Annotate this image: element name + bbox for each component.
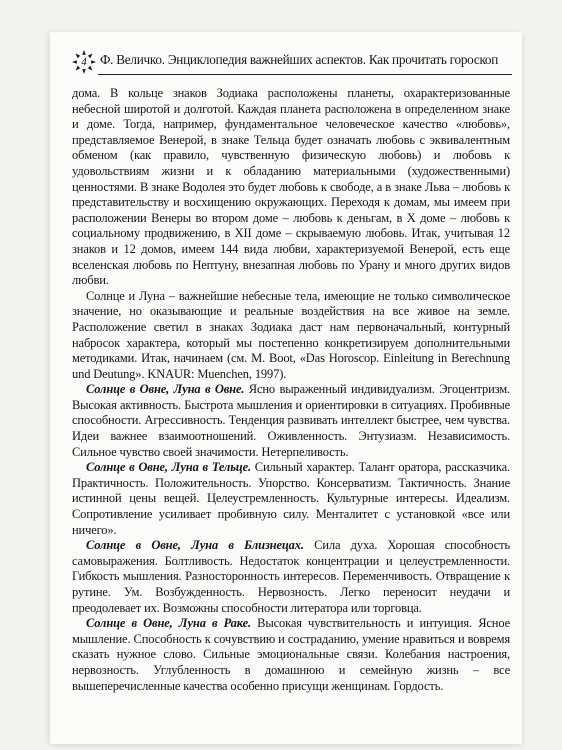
- body-text: [72, 86, 510, 694]
- paragraph: [72, 86, 510, 289]
- paragraph: [72, 460, 510, 538]
- paragraph: [72, 289, 510, 383]
- paragraph-text: Сильный характер. Талант оратора, рассказчика. Практичность. Положительность. Упорство. Консерватизм. Тактичность. Знание истинной цены вещей. Целеустремленность. Культурные интересы. Идеализм. Сопротивление усиливает пробивную силу. Менталитет с установкой «все или ничего».: [72, 460, 510, 537]
- book-page: [50, 32, 522, 744]
- page-number-badge: [72, 50, 96, 74]
- page-number: 4: [81, 56, 87, 68]
- paragraph: [72, 538, 510, 616]
- paragraph-text: Высокая чувствительность и интуиция. Ясное мышление. Способность к сочувствию и состраданию, умение нравиться и вовремя сказать нужное слово. Сильные эмоциональные связи. Колебания настроения, нервозность. Углубленность в домашнюю и семейную жизнь – все вышеперечисленные качества особенно присущи женщинам. Гордость.: [72, 616, 510, 693]
- paragraph-lead: Солнце в Овне, Луна в Раке.: [86, 616, 251, 631]
- paragraph-lead: Солнце в Овне, Луна в Тельце.: [86, 460, 251, 475]
- paragraph-text: Ясно выраженный индивидуализм. Эгоцентризм. Высокая активность. Быстрота мышления и ориентировки в ситуациях. Пробивные способности. Агрессивность. Тенденция развивать интеллект быстрее, чем чувства. Идеи важнее взаимоотношений. Оживленность. Энтузиазм. Независимость. Сильное чувство своей значимости. Нетерпеливость.: [72, 382, 510, 459]
- paragraph: [72, 382, 510, 460]
- paragraph-text: дома. В кольце знаков Зодиака расположены планеты, охарактеризованные небесной широтой и долготой. Каждая планета расположена в определенном знаке и доме. Тогда, например, фундаментальное человеческое качество «любовь», представляемое Венерой, в знаке Тельца будет означать любовь с эквивалентным обменом (как правило, чувственную физическую любовь) и любовь к удовольствиям жизни и к обладанию материальными (художественными) ценностями. В знаке Водолея это будет любовь к свободе, а в знаке Льва – любовь к представительству и восхищению окружающих. Переходя к домам, мы имеем при расположении Венеры во втором доме – любовь к деньгам, в X доме – любовь к социальному продвижению, в XII доме – скрываемую любовь. Итак, учитывая 12 знаков и 12 домов, имеем 144 вида любви, характеризуемой Венерой, есть еще вселенская любовь по Нептуну, внезапная любовь по Урану и много других видов любви.: [72, 86, 510, 288]
- paragraph-lead: Солнце в Овне, Луна в Близнецах.: [86, 538, 304, 553]
- running-title: Ф. Величко. Энциклопедия важнейших аспектов. Как прочитать гороскоп: [100, 52, 499, 67]
- running-header: [72, 46, 510, 78]
- paragraph-text: Солнце и Луна – важнейшие небесные тела, имеющие не только символическое значение, но оказывающие и реальные воздействия на все живое на земле. Расположение светил в знаках Зодиака даст нам первоначальный, контурный набросок характера, который мы постепенно конкретизируем дополнительными методиками. Итак, начинаем (см. M. Boot, «Das Horoscop. Einleitung in Berechnung und Deutung». KNAUR: Muenchen, 1997).: [72, 288, 510, 381]
- header-rule: [98, 74, 512, 75]
- paragraph-lead: Солнце в Овне, Луна в Овне.: [86, 382, 245, 397]
- paragraph: [72, 616, 510, 694]
- paragraph-text: Сила духа. Хорошая способность самовыражения. Болтливость. Недостаток концентрации и целеустремленности. Гибкость мышления. Разносторонность интересов. Переменчивость. Отвращение к рутине. Ум. Возбужденность. Нервозность. Легко переносит неудачи и преодолевает их. Возможны способности литератора или торговца.: [72, 538, 510, 615]
